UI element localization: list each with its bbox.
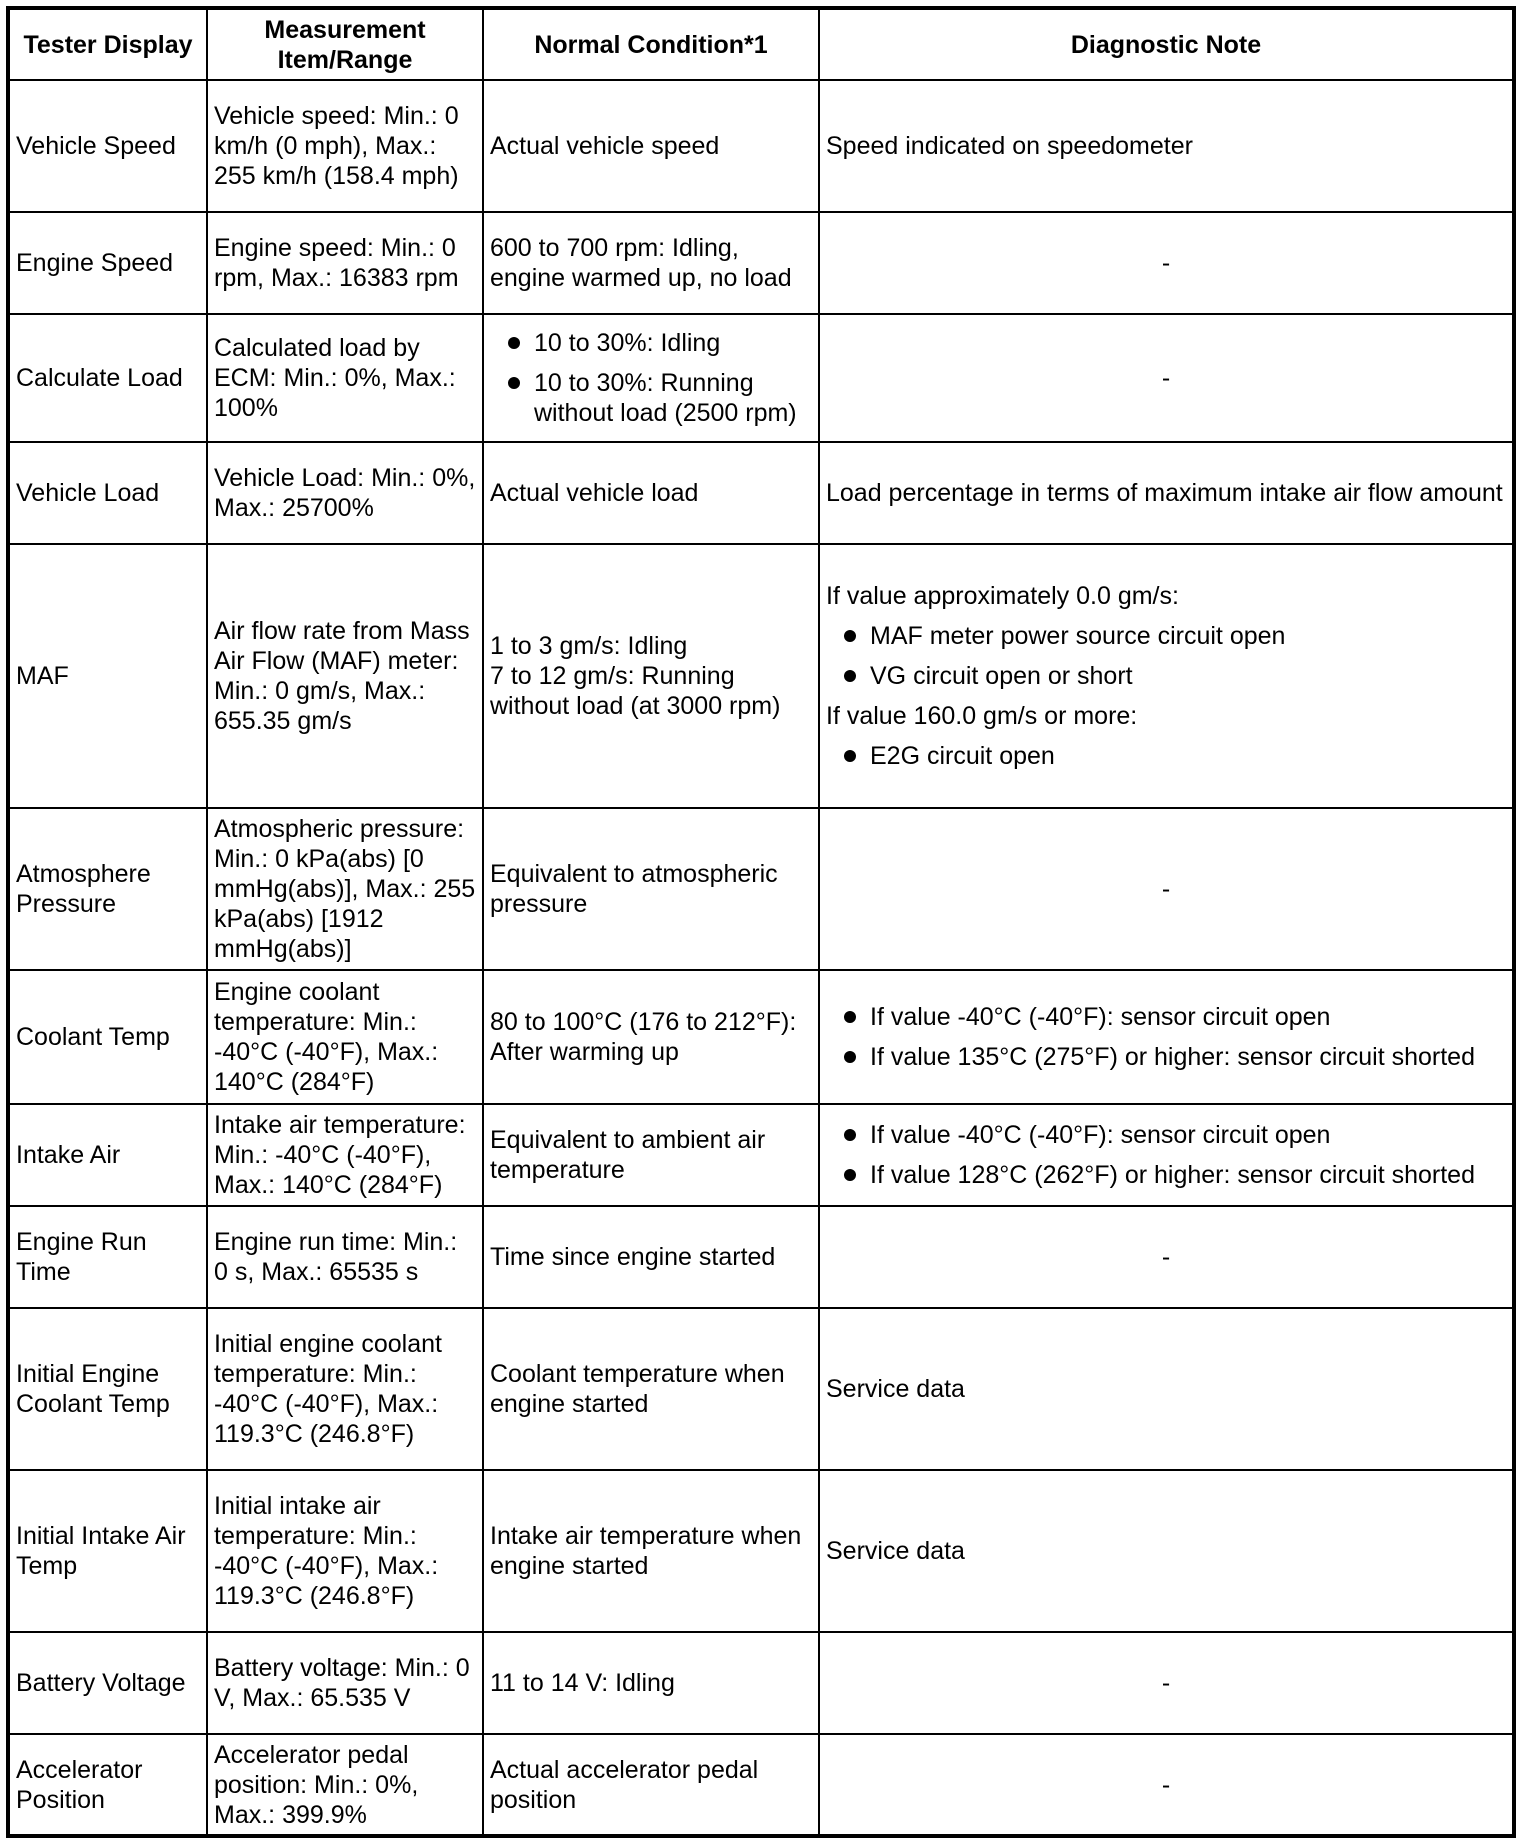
list-item: 10 to 30%: Idling	[490, 328, 812, 358]
measurement-cell: Intake air temperature: Min.: -40°C (-40°F), Max.: 140°C (284°F)	[207, 1104, 483, 1206]
diagnostic-note-cell	[819, 970, 1514, 1104]
table-row	[8, 1104, 1514, 1206]
normal-condition-cell: Intake air temperature when engine started	[483, 1470, 819, 1632]
measurement-cell: Air flow rate from Mass Air Flow (MAF) meter: Min.: 0 gm/s, Max.: 655.35 gm/s	[207, 544, 483, 808]
table-row	[8, 1632, 1514, 1734]
measurement-cell: Calculated load by ECM: Min.: 0%, Max.: 100%	[207, 314, 483, 442]
table-row	[8, 1734, 1514, 1836]
diagnostic-note-cell: -	[819, 1206, 1514, 1308]
header-normal-condition: Normal Condition*1	[483, 8, 819, 80]
tester-display-cell: MAF	[8, 544, 207, 808]
tester-display-cell: Engine Run Time	[8, 1206, 207, 1308]
normal-condition-cell: 11 to 14 V: Idling	[483, 1632, 819, 1734]
tester-display-cell: Intake Air	[8, 1104, 207, 1206]
measurement-cell: Accelerator pedal position: Min.: 0%, Max.: 399.9%	[207, 1734, 483, 1836]
tester-display-cell: Coolant Temp	[8, 970, 207, 1104]
list-item: If value 135°C (275°F) or higher: sensor circuit shorted	[826, 1042, 1506, 1072]
normal-condition-cell: Coolant temperature when engine started	[483, 1308, 819, 1470]
measurement-cell: Engine speed: Min.: 0 rpm, Max.: 16383 rpm	[207, 212, 483, 314]
diagnostic-note-cell	[819, 544, 1514, 808]
tester-display-cell: Vehicle Speed	[8, 80, 207, 212]
measurement-cell: Vehicle speed: Min.: 0 km/h (0 mph), Max.: 255 km/h (158.4 mph)	[207, 80, 483, 212]
diagnostic-note-cell: -	[819, 212, 1514, 314]
note-intro: If value approximately 0.0 gm/s:	[826, 582, 1179, 610]
normal-condition-cell: Time since engine started	[483, 1206, 819, 1308]
measurement-cell: Initial intake air temperature: Min.: -40°C (-40°F), Max.: 119.3°C (246.8°F)	[207, 1470, 483, 1632]
list-item: If value -40°C (-40°F): sensor circuit open	[826, 1120, 1506, 1150]
table-row	[8, 80, 1514, 212]
condition-line: 7 to 12 gm/s: Running without load (at 3000 rpm)	[490, 662, 781, 720]
measurement-cell: Engine coolant temperature: Min.: -40°C (-40°F), Max.: 140°C (284°F)	[207, 970, 483, 1104]
tester-display-cell: Battery Voltage	[8, 1632, 207, 1734]
header-tester-display: Tester Display	[8, 8, 207, 80]
list-item: 10 to 30%: Running without load (2500 rpm)	[490, 368, 812, 428]
tester-display-cell: Engine Speed	[8, 212, 207, 314]
diagnostic-note-cell: -	[819, 1734, 1514, 1836]
normal-condition-cell: 600 to 700 rpm: Idling, engine warmed up, no load	[483, 212, 819, 314]
table-row	[8, 808, 1514, 970]
normal-condition-cell: Equivalent to atmospheric pressure	[483, 808, 819, 970]
measurement-cell: Vehicle Load: Min.: 0%, Max.: 25700%	[207, 442, 483, 544]
normal-condition-cell: 80 to 100°C (176 to 212°F): After warming up	[483, 970, 819, 1104]
diagnostic-note-cell: Load percentage in terms of maximum intake air flow amount	[819, 442, 1514, 544]
list-item: If value 128°C (262°F) or higher: sensor circuit shorted	[826, 1160, 1506, 1190]
diagnostic-note-cell	[819, 1104, 1514, 1206]
list-item: If value -40°C (-40°F): sensor circuit open	[826, 1002, 1506, 1032]
table-row	[8, 544, 1514, 808]
list-item: MAF meter power source circuit open	[826, 621, 1506, 651]
tester-display-cell: Calculate Load	[8, 314, 207, 442]
table-row	[8, 1470, 1514, 1632]
tester-display-cell: Initial Engine Coolant Temp	[8, 1308, 207, 1470]
diagnostic-note-cell: Speed indicated on speedometer	[819, 80, 1514, 212]
diagnostic-note-cell: Service data	[819, 1470, 1514, 1632]
list-item: E2G circuit open	[826, 741, 1506, 771]
tester-display-cell: Atmosphere Pressure	[8, 808, 207, 970]
measurement-cell: Initial engine coolant temperature: Min.: -40°C (-40°F), Max.: 119.3°C (246.8°F)	[207, 1308, 483, 1470]
header-diagnostic-note: Diagnostic Note	[819, 8, 1514, 80]
normal-condition-cell: Equivalent to ambient air temperature	[483, 1104, 819, 1206]
diagnostic-note-cell: -	[819, 1632, 1514, 1734]
tester-display-cell: Accelerator Position	[8, 1734, 207, 1836]
data-list-table	[6, 6, 1516, 1838]
header-row	[8, 8, 1514, 80]
measurement-cell: Engine run time: Min.: 0 s, Max.: 65535 s	[207, 1206, 483, 1308]
tester-display-cell: Initial Intake Air Temp	[8, 1470, 207, 1632]
measurement-cell: Battery voltage: Min.: 0 V, Max.: 65.535 V	[207, 1632, 483, 1734]
normal-condition-cell	[483, 544, 819, 808]
header-measurement: Measurement Item/Range	[207, 8, 483, 80]
note-intro: If value 160.0 gm/s or more:	[826, 702, 1138, 730]
condition-line: 1 to 3 gm/s: Idling	[490, 632, 688, 660]
table-row	[8, 1308, 1514, 1470]
normal-condition-cell: Actual vehicle load	[483, 442, 819, 544]
diagnostic-note-cell: -	[819, 314, 1514, 442]
measurement-cell: Atmospheric pressure: Min.: 0 kPa(abs) [0 mmHg(abs)], Max.: 255 kPa(abs) [1912 mmHg(abs)]	[207, 808, 483, 970]
diagnostic-note-cell: Service data	[819, 1308, 1514, 1470]
table-row	[8, 970, 1514, 1104]
diagnostic-note-cell: -	[819, 808, 1514, 970]
tester-display-cell: Vehicle Load	[8, 442, 207, 544]
table-row	[8, 314, 1514, 442]
normal-condition-cell: Actual accelerator pedal position	[483, 1734, 819, 1836]
normal-condition-cell	[483, 314, 819, 442]
table-row	[8, 442, 1514, 544]
table-row	[8, 212, 1514, 314]
table-row	[8, 1206, 1514, 1308]
list-item: VG circuit open or short	[826, 661, 1506, 691]
normal-condition-cell: Actual vehicle speed	[483, 80, 819, 212]
